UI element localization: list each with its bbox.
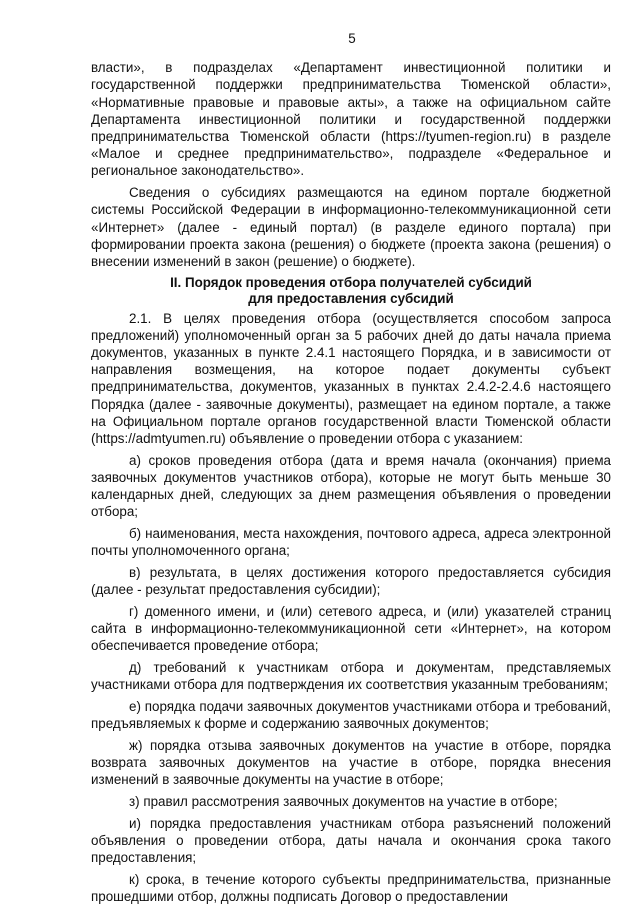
list-item-b: б) наименования, места нахождения, почтового адреса, адреса электронной почты уполномоченного органа; (91, 526, 611, 559)
section-heading (91, 275, 611, 307)
paragraph-subsidy-info: Сведения о субсидиях размещаются на едином портале бюджетной системы Российской Федерации в информационно-телекоммуникационной сети «Интернет» (далее - единый портал) (в разделе единого портала) при формировании проекта закона (решения) о бюджете (проекта закона (решения) о внесении изменений в закон (решение) о бюджете). (91, 185, 611, 269)
paragraph-publication-places: власти», в подразделах «Департамент инвестиционной политики и государственной поддержки предпринимательства Тюменской области», «Нормативные правовые и правовые акты», а также на официальном сайте Департамента инвестиционной политики и государственной поддержки предпринимательства Тюменской области (https://tyumen-region.ru) в разделе «Малое и среднее предпринимательство», подразделе «Федеральное и региональное законодательство». (91, 60, 611, 179)
paragraph-2-1: 2.1. В целях проведения отбора (осуществляется способом запроса предложений) уполномоченный орган за 5 рабочих дней до даты начала приема документов, указанных в пункте 2.4.1 настоящего Порядка, и в зависимости от направления возмещения, на которое подает документы субъект предпринимательства, документов, указанных в пунктах 2.4.2-2.4.6 настоящего Порядка (далее - заявочные документы), размещает на едином портале, а также на Официальном портале органов государственной власти Тюменской области (https://admtyumen.ru) объявление о проведении отбора с указанием: (91, 310, 611, 447)
section-heading-line-2: для предоставления субсидий (248, 290, 454, 306)
list-item-v: в) результата, в целях достижения которого предоставляется субсидия (далее - результат предоставления субсидии); (91, 564, 611, 598)
list-item-d: д) требований к участникам отбора и документам, представляемых участниками отбора для подтверждения их соответствия указанным требованиям; (91, 660, 611, 693)
list-item-k: к) срока, в течение которого субъекты предпринимательства, признанные прошедшими отбор, должны подписать Договор о предоставлении (91, 871, 611, 904)
list-item-e: е) порядка подачи заявочных документов участниками отбора и требований, предъявляемых к форме и содержанию заявочных документов; (91, 698, 611, 732)
list-item-g: г) доменного имени, и (или) сетевого адреса, и (или) указателей страниц сайта в информационно-телекоммуникационной сети «Интернет», на котором обеспечивается проведение отбора; (91, 603, 611, 654)
list-item-z: з) правил рассмотрения заявочных документов на участие в отборе; (129, 793, 558, 809)
list-item-a: а) сроков проведения отбора (дата и время начала (окончания) приема заявочных документов участников отбора), которые не могут быть меньше 30 календарных дней, следующих за днем размещения объявления о проведении отбора; (91, 452, 611, 520)
list-item-zh: ж) порядка отзыва заявочных документов на участие в отборе, порядка возврата заявочных документов на участие в отборе, порядка внесения изменений в заявочные документы на участие в отборе; (91, 737, 611, 788)
page-number: 5 (348, 31, 356, 46)
list-item-i: и) порядка предоставления участникам отбора разъяснений положений объявления о проведении отбора, даты начала и окончания срока такого предоставления; (91, 815, 611, 866)
section-heading-line-1: II. Порядок проведения отбора получателей субсидий (170, 274, 532, 290)
